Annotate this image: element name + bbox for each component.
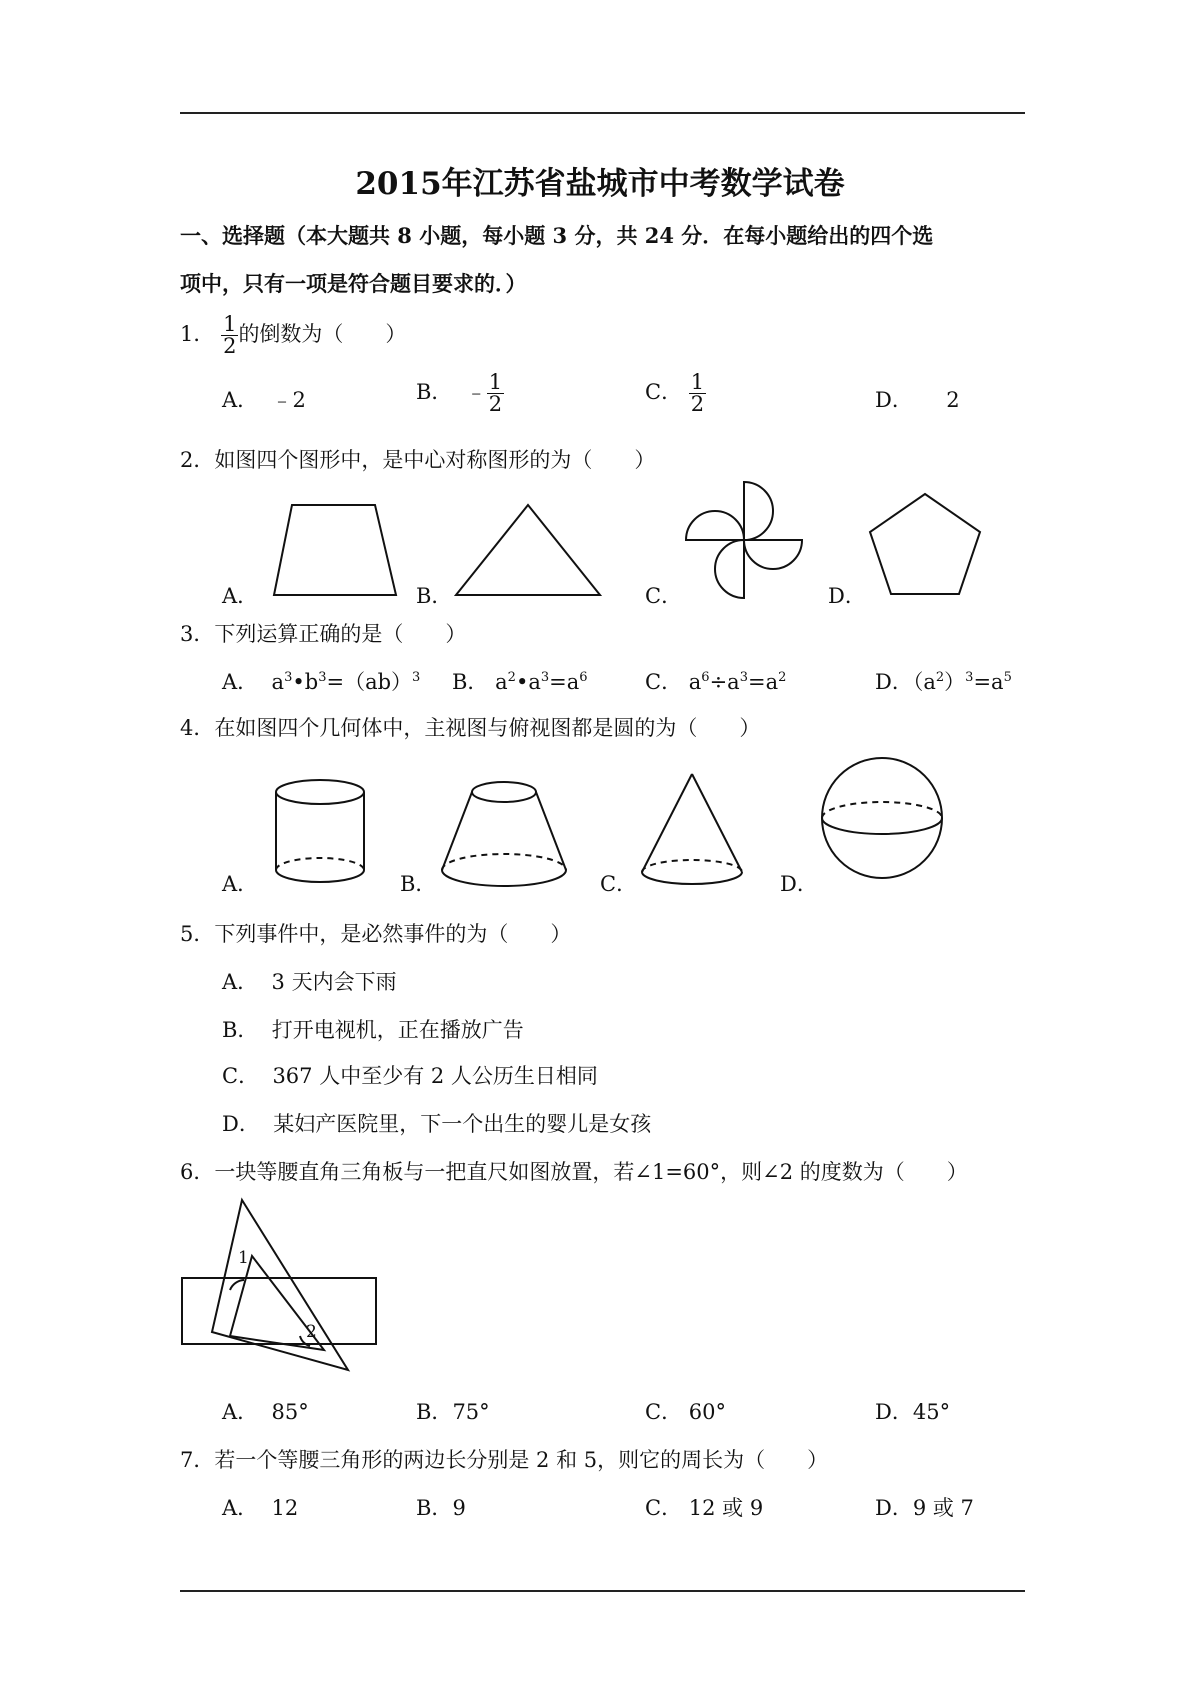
question-text: 如图四个图形中，是中心对称图形的为（ ）: [214, 448, 656, 472]
bottom-rule: [180, 1590, 1025, 1592]
question-number: 4．: [180, 716, 215, 740]
q4-label-d: D．: [780, 872, 818, 896]
question-text: 在如图四个几何体中，主视图与俯视图都是圆的为（ ）: [214, 716, 761, 740]
question-number: 5．: [180, 922, 215, 946]
question-text: 下列运算正确的是（ ）: [214, 622, 467, 646]
q2-label-a: A．: [222, 584, 259, 608]
q5-option-d: D． 某妇产医院里，下一个出生的婴儿是女孩: [222, 1112, 652, 1136]
q2-label-b: B．: [416, 584, 453, 608]
question-number: 7．: [180, 1448, 215, 1472]
q5-option-b: B． 打开电视机，正在播放广告: [222, 1018, 524, 1042]
q6-option-d: D．45°: [875, 1400, 951, 1424]
section-heading-line1: 一、选择题（本大题共 8 小题，每小题 3 分，共 24 分．在每小题给出的四个选: [180, 223, 934, 248]
q7-option-b: B．9: [416, 1496, 466, 1520]
question-text: 下列事件中，是必然事件的为（ ）: [214, 922, 572, 946]
q4-label-b: B．: [400, 872, 437, 896]
angle-1-label: 1: [238, 1248, 249, 1268]
q3-option-c: C． $a^6\div a^3=a^2$: [645, 670, 787, 694]
q7-option-c: C． 12 或 9: [645, 1496, 764, 1520]
ruler-triangle-figure: [180, 1196, 380, 1380]
q3-option-a: A． $a^3•b^3=(ab)^3$: [222, 670, 421, 694]
frustum-figure: [438, 776, 570, 892]
q7-option-a: A． 12: [222, 1496, 299, 1520]
cone-figure: [636, 770, 748, 892]
q1-option-a: A． ﹣2: [222, 388, 306, 412]
question-2: [180, 444, 655, 474]
page-title: 2015年江苏省盐城市中考数学试卷: [355, 166, 845, 202]
question-4: [180, 712, 760, 742]
question-number: 2．: [180, 448, 215, 472]
sphere-figure: [818, 754, 946, 882]
q1-option-c: C． $\frac{1}{2}$: [645, 370, 705, 416]
q2-label-d: D．: [828, 584, 866, 608]
q7-option-d: D．9 或 7: [875, 1496, 974, 1520]
fraction-numerator: 1: [223, 312, 237, 336]
question-number: 1．: [180, 322, 215, 346]
question-text: 的倒数为（ ）: [238, 322, 407, 346]
question-text: 若一个等腰三角形的两边长分别是 2 和 5，则它的周长为（ ）: [214, 1448, 829, 1472]
fraction: [221, 314, 238, 357]
fraction-denominator: 2: [223, 334, 237, 358]
pinwheel-figure: [682, 478, 806, 602]
q1-option-d: D． 2: [875, 388, 960, 412]
fraction: $\frac{1}{2}$: [488, 370, 503, 416]
q5-option-c: C． 367 人中至少有 2 人公历生日相同: [222, 1064, 598, 1088]
question-text: 一块等腰直角三角板与一把直尺如图放置，若∠1=60°，则∠2 的度数为（ ）: [214, 1160, 968, 1184]
question-7: [180, 1444, 828, 1474]
question-1: [180, 314, 406, 357]
top-rule: [180, 112, 1025, 114]
q3-option-b: B． $a^2•a^3=a^6$: [452, 670, 588, 694]
angle-2-label: 2: [306, 1322, 317, 1342]
q4-label-c: C．: [600, 872, 638, 896]
q6-option-b: B．75°: [416, 1400, 490, 1424]
fraction: $\frac{1}{2}$: [690, 370, 705, 416]
q3-option-d: D．$(a^2)^3=a^5$: [875, 670, 1012, 694]
q1-option-b: B． ﹣ $\frac{1}{2}$: [416, 370, 503, 416]
question-number: 3．: [180, 622, 215, 646]
cylinder-figure: [270, 776, 370, 888]
question-5: [180, 918, 571, 948]
q6-option-a: A． 85°: [222, 1400, 309, 1424]
question-number: 6．: [180, 1160, 215, 1184]
question-6: [180, 1156, 968, 1186]
section-heading-line2: 项中，只有一项是符合题目要求的．）: [180, 271, 527, 296]
q2-label-c: C．: [645, 584, 683, 608]
q6-option-c: C． 60°: [645, 1400, 726, 1424]
q4-label-a: A．: [222, 872, 259, 896]
triangle-figure: [452, 500, 604, 600]
q5-option-a: A． 3 天内会下雨: [222, 970, 397, 994]
pentagon-figure: [866, 490, 986, 600]
trapezoid-figure: [270, 500, 400, 600]
question-3: [180, 618, 466, 648]
